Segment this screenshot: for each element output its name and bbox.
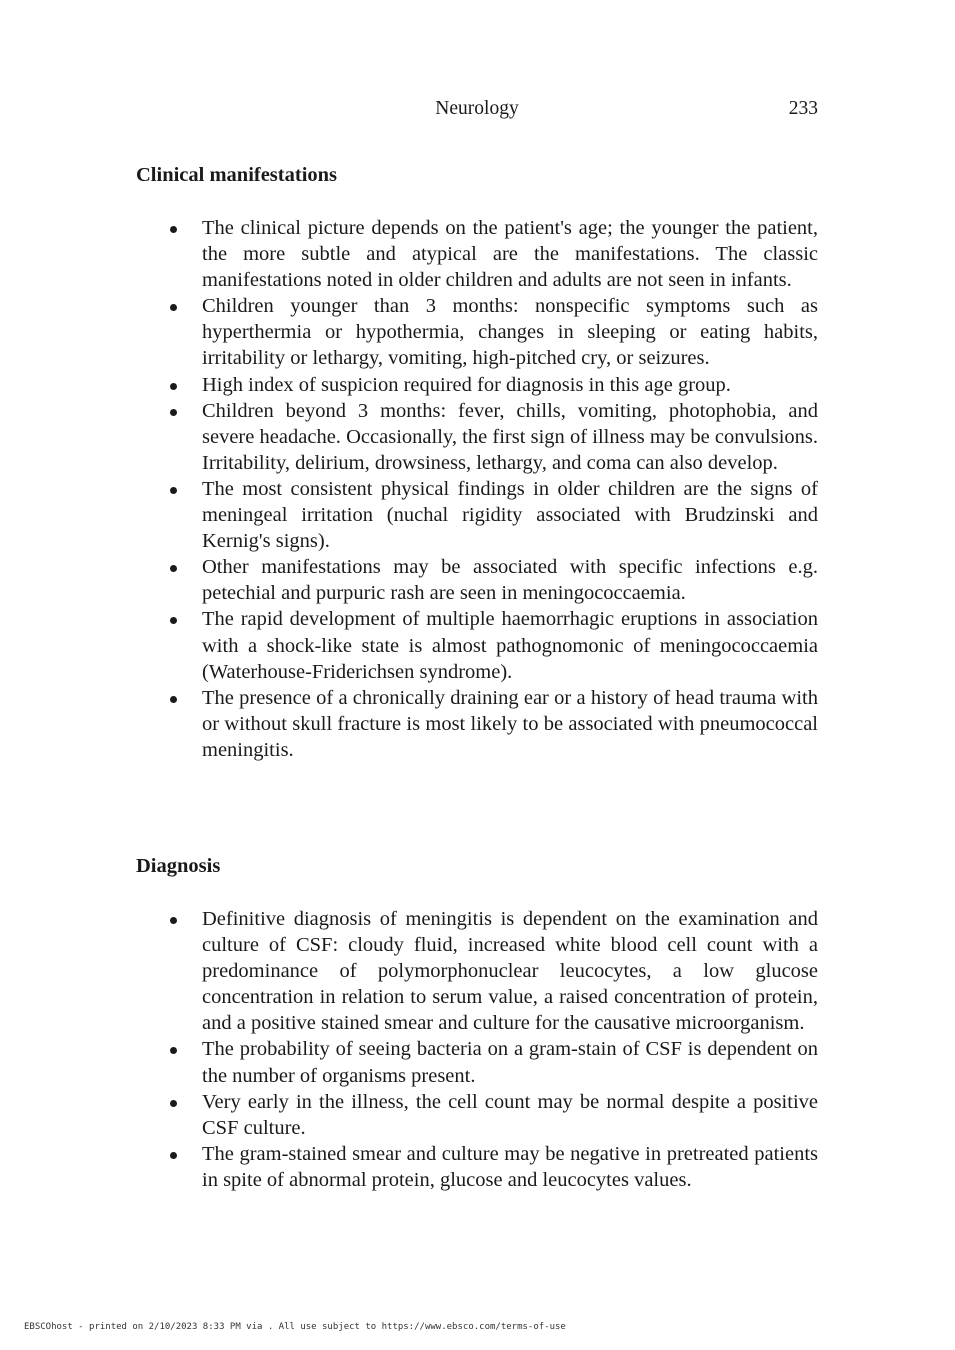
list-item: [136, 685, 818, 763]
list-item-text: Other manifestations may be associated with specific infections e.g. petechial and purpuric rash are seen in meningococcaemia.: [202, 556, 818, 605]
bullet-icon: [170, 1047, 177, 1054]
list-item-text: Children younger than 3 months: nonspecific symptoms such as hyperthermia or hypothermia, changes in sleeping or eating habits, irritability or lethargy, vomiting, high-pitched cry, or seizures.: [202, 295, 818, 370]
section-heading-clinical-manifestations: Clinical manifestations: [136, 164, 338, 186]
list-item: [136, 398, 818, 476]
list-item-text: Very early in the illness, the cell count may be normal despite a positive CSF culture.: [202, 1090, 818, 1139]
list-item-text: The clinical picture depends on the patient's age; the younger the patient, the more subtle and atypical are the manifestations. The classic manifestations noted in older children and adults are not seen in infants.: [202, 217, 818, 292]
list-item-text: The most consistent physical findings in older children are the signs of meningeal irritation (nuchal rigidity associated with Brudzinski and Kernig's signs).: [202, 477, 818, 553]
bullet-icon: [170, 304, 177, 311]
bullet-icon: [170, 1100, 177, 1107]
list-item: [136, 1036, 818, 1088]
list-item-text: Definitive diagnosis of meningitis is dependent on the examination and culture of CSF: cloudy fluid, increased white blood cell count with a predominance of polymorphonuclear leucocytes, a low glucose concentration in relation to serum value, a raised concentration of protein, and a positive stained smear and culture for the causative microorganism.: [202, 908, 818, 1035]
list-item: [136, 606, 818, 684]
list-item: [136, 1141, 818, 1193]
bullet-icon: [170, 487, 177, 494]
running-title: Neurology: [435, 98, 519, 119]
diagnosis-list: [136, 906, 818, 1193]
bullet-icon: [170, 226, 177, 233]
bullet-icon: [170, 1152, 177, 1159]
section-heading-diagnosis: Diagnosis: [136, 855, 221, 877]
bullet-icon: [170, 565, 177, 572]
list-item: [136, 476, 818, 554]
bullet-icon: [170, 696, 177, 703]
list-item-text: The rapid development of multiple haemorrhagic eruptions in association with a shock-like state is almost pathognomonic of meningococcaemia (Waterhouse-Friderichsen syndrome).: [202, 608, 818, 683]
footer-notice: EBSCOhost - printed on 2/10/2023 8:33 PM via . All use subject to https://www.ebsco.com/terms-of-use: [24, 1322, 566, 1332]
clinical-manifestations-list: [136, 215, 818, 763]
bullet-icon: [170, 383, 177, 390]
list-item-text: Children beyond 3 months: fever, chills, vomiting, photophobia, and severe headache. Occasionally, the first sign of illness may be convulsions. Irritability, delirium, drowsiness, lethargy, and coma can also develop.: [202, 399, 818, 474]
bullet-icon: [170, 617, 177, 624]
list-item: [136, 554, 818, 606]
list-item: [136, 293, 818, 371]
bullet-icon: [170, 409, 177, 416]
list-item-text: The gram-stained smear and culture may be negative in pretreated patients in spite of abnormal protein, glucose and leucocytes values.: [202, 1142, 818, 1191]
running-header: [136, 96, 818, 122]
list-item: [136, 1089, 818, 1141]
page-number: 233: [788, 98, 818, 119]
list-item-text: The presence of a chronically draining ear or a history of head trauma with or without skull fracture is most likely to be associated with pneumococcal meningitis.: [202, 686, 818, 761]
list-item: [136, 215, 818, 293]
list-item-text: The probability of seeing bacteria on a gram-stain of CSF is dependent on the number of organisms present.: [202, 1038, 818, 1087]
bullet-icon: [170, 917, 177, 924]
list-item: [136, 906, 818, 1036]
list-item-text: High index of suspicion required for diagnosis in this age group.: [202, 373, 731, 396]
list-item: [136, 372, 818, 398]
